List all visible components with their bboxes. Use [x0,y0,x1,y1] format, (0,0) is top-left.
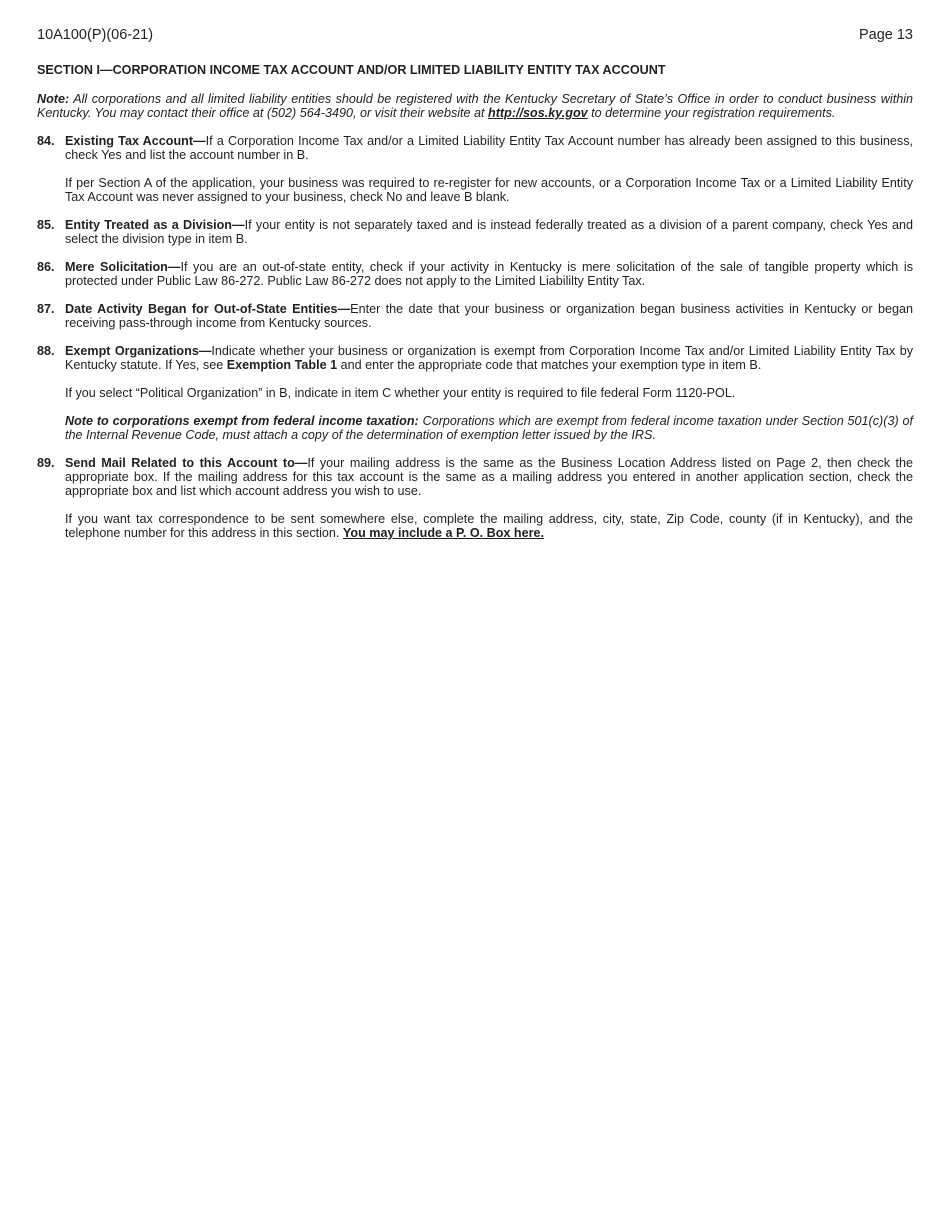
note-label: Note to corporations exempt from federal income taxation: [65,414,419,428]
item-body [65,260,913,288]
form-id: 10A100(P)(06-21) [37,27,154,43]
item-paragraph [65,218,913,246]
item-text: If you are an out-of-state entity, check if your activity in Kentucky is mere solicitation of the sale of tangible property which is protected under Public Law 86-272. Public Law 86-272 does not apply to the Limited Liabililty Entity Tax. [65,260,913,288]
item-88 [37,344,913,442]
item-text: Enter the date that your business or organization began business activities in Kentucky or began receiving pass-through income from Kentucky sources. [65,302,913,330]
item-body [65,456,913,540]
note-text: Corporations which are exempt from federal income taxation under Section 501(c)(3) of the Internal Revenue Code, must attach a copy of the determination of exemption letter issued by the IRS. [65,414,913,442]
item-paragraph [65,302,913,330]
note-text-after-link: to determine your registration requirements. [587,106,836,120]
item-paragraph [65,260,913,288]
item-85 [37,218,913,246]
item-paragraph [65,344,913,372]
item-title: Mere Solicitation— [65,260,181,274]
item-text: If your entity is not separately taxed and is instead federally treated as a division of a parent company, check Yes and select the division type in item B. [65,218,914,246]
note-text-before-link: All corporations and all limited liability entities should be registered with the Kentucky Secretary of State’s Office in order to conduct business within Kentucky. You may contact their office at (502) 564-3490, or visit their website at [37,92,913,120]
item-body [65,218,913,246]
item-number: 87. [37,302,55,316]
item-title: Entity Treated as a Division— [65,218,245,232]
item-87 [37,302,913,330]
item-title: Send Mail Related to this Account to— [65,456,308,470]
item-paragraph: If you select “Political Organization” in B, indicate in item C whether your entity is required to file federal Form 1120-POL. [65,386,736,400]
item-text: If your mailing address is the same as the Business Location Address listed on Page 2, then check the appropriate box. If the mailing address for this tax account is the same as a mailing address you entered in another application section, check the appropriate box and list which account address you wish to use. [65,456,914,498]
item-title: Exempt Organizations— [65,344,212,358]
section-title: SECTION I—CORPORATION INCOME TAX ACCOUNT AND/OR LIMITED LIABILITY ENTITY TAX ACCOUNT [37,63,666,77]
item-text: and enter the appropriate code that matches your exemption type in item B. [337,358,762,372]
item-text: If you want tax correspondence to be sent somewhere else, complete the mailing address, city, state, Zip Code, county (if in Kentucky), and the telephone number for this address in this section. [65,512,913,540]
item-paragraph [65,512,913,540]
item-number: 89. [37,456,55,470]
item-body [65,134,913,204]
sos-website-link[interactable]: http://sos.ky.gov [488,106,588,120]
item-number: 86. [37,260,55,274]
item-text: Indicate whether your business or organization is exempt from Corporation Income Tax and/or Limited Liability Entity Tax by Kentucky statute. If Yes, see [65,344,913,372]
item-title: Date Activity Began for Out-of-State Entities— [65,302,351,316]
page-number: Page 13 [858,27,913,43]
item-paragraph [65,456,913,498]
item-number: 84. [37,134,55,148]
item-number: 85. [37,218,55,232]
item-title: Existing Tax Account— [65,134,206,148]
item-body [65,344,913,442]
item-number: 88. [37,344,55,358]
item-text: If a Corporation Income Tax and/or a Limited Liability Entity Tax Account number has already been assigned to this business, check Yes and list the account number in B. [65,134,913,162]
page-header [37,0,913,43]
item-86 [37,260,913,288]
note-label: Note: [37,92,70,106]
item-body [65,302,913,330]
item-89 [37,456,913,540]
item-paragraph [65,134,913,162]
po-box-note: You may include a P. O. Box here. [342,526,545,540]
registration-note [37,92,913,120]
item-84 [37,134,913,204]
item-paragraph: If per Section A of the application, your business was required to re-register for new accounts, or a Corporation Income Tax or a Limited Liability Entity Tax Account was never assigned to your business, check No and leave B blank. [65,176,913,204]
exempt-corporations-note [65,414,913,442]
exemption-table-reference: Exemption Table 1 [226,358,338,372]
